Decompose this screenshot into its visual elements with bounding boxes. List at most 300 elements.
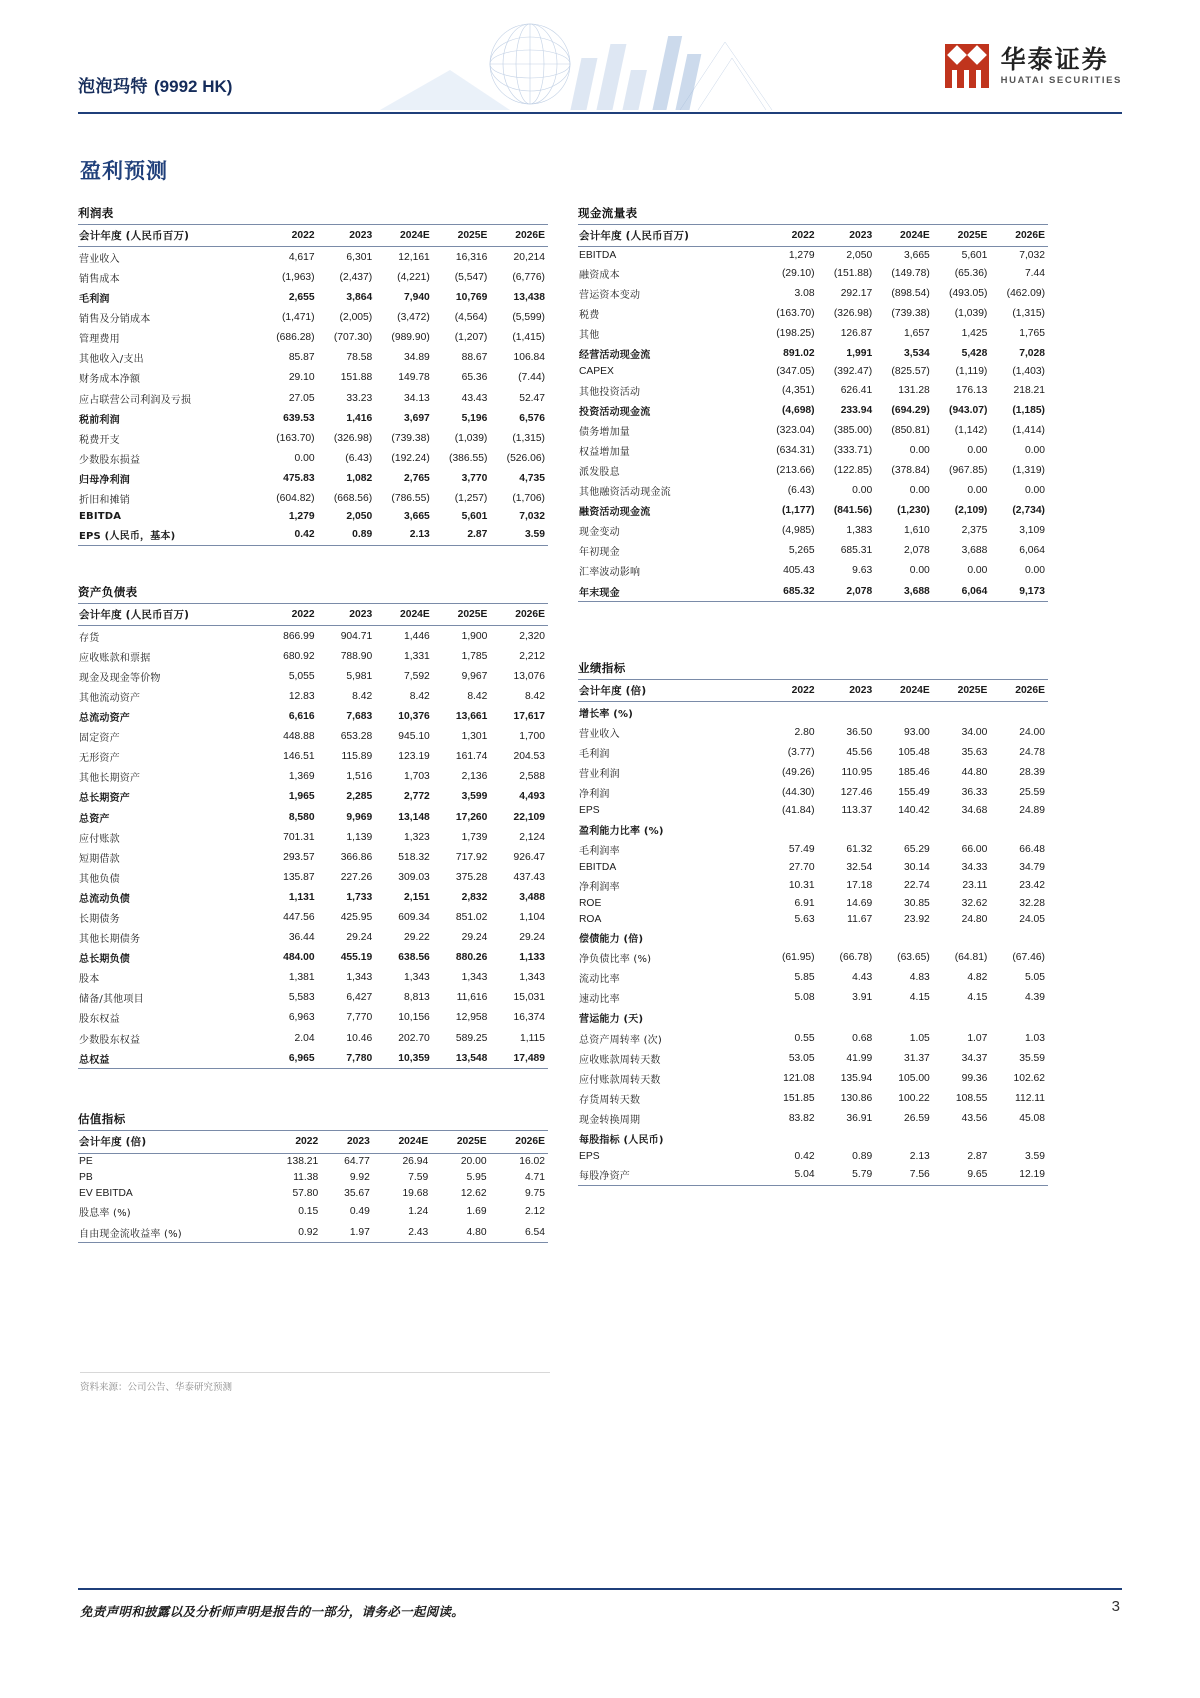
row-value: 45.56	[846, 747, 873, 759]
page-header	[0, 0, 1200, 120]
row-value: (989.90)	[391, 332, 430, 344]
column-header-label: 会计年度 (倍)	[78, 1131, 260, 1153]
table-row	[78, 1028, 548, 1048]
table-block-income-statement	[78, 205, 548, 546]
row-value: (634.31)	[776, 444, 815, 456]
row-value: 12.62	[460, 1188, 487, 1200]
row-value: 93.00	[904, 727, 930, 739]
row-value: 1,739	[461, 831, 488, 843]
table-row	[578, 911, 1048, 927]
row-value: (392.47)	[833, 366, 873, 378]
table-row	[78, 1186, 548, 1202]
table-row	[78, 988, 548, 1008]
row-value: 140.42	[898, 805, 930, 817]
row-value: 1,991	[846, 348, 873, 360]
row-value: (1,039)	[454, 432, 488, 444]
right-column	[578, 205, 1048, 1212]
row-value: 8,813	[404, 992, 430, 1004]
row-label: 其他流动资产	[79, 692, 141, 704]
row-value: 1,785	[461, 650, 488, 662]
column-header-year: 2025E	[933, 680, 991, 702]
row-value	[760, 819, 818, 839]
row-value: 6,301	[346, 251, 373, 263]
row-value: 2.43	[373, 1222, 431, 1243]
column-header-year: 2026E	[490, 225, 548, 247]
row-value: 1,082	[346, 472, 373, 484]
row-value: 7,780	[318, 1048, 376, 1069]
row-value: (1,230)	[897, 505, 930, 517]
row-value: 1,700	[519, 731, 545, 743]
table-row	[78, 928, 548, 948]
row-value	[818, 1008, 876, 1028]
row-value: (7.44)	[518, 372, 545, 384]
table-row	[578, 1088, 1048, 1108]
brand-logo	[945, 44, 1122, 88]
row-value: 455.19	[340, 952, 373, 964]
table-header-row	[578, 680, 1048, 702]
row-value: 127.46	[840, 787, 873, 799]
row-value: 2,285	[346, 791, 373, 803]
row-value	[875, 819, 933, 839]
row-value: 218.21	[1013, 384, 1045, 396]
row-value: 1,425	[961, 328, 988, 340]
row-value: (66.78)	[839, 952, 873, 964]
row-label: 应收账款和票据	[79, 652, 151, 664]
row-value: 34.00	[961, 727, 988, 739]
row-label: 净利润率	[579, 881, 620, 893]
row-value: 6,963	[288, 1012, 315, 1024]
row-label: 营业利润	[579, 769, 620, 781]
row-value: (6.43)	[787, 485, 815, 497]
row-value: 19.68	[402, 1188, 429, 1200]
row-label: 每股指标 (人民币)	[579, 1135, 664, 1147]
row-label: 总流动负债	[79, 893, 130, 905]
row-value: (1,039)	[954, 308, 988, 320]
row-value	[875, 1129, 933, 1149]
table-row	[578, 763, 1048, 783]
row-value: (1,315)	[512, 432, 545, 444]
row-value: 1,279	[288, 511, 315, 523]
row-value: (1,119)	[955, 366, 988, 378]
row-value: (1,415)	[512, 332, 545, 344]
row-label: ROE	[579, 897, 602, 909]
row-value: 405.43	[783, 565, 815, 577]
row-value: 5.85	[794, 972, 815, 984]
huatai-logo-icon	[945, 44, 989, 88]
row-value: (333.71)	[833, 444, 873, 456]
row-value: (326.98)	[333, 432, 373, 444]
row-value: 57.49	[788, 843, 815, 855]
row-value: 309.03	[398, 871, 430, 883]
row-value: 609.34	[398, 912, 430, 924]
row-value: 293.57	[283, 851, 315, 863]
row-value: 41.99	[846, 1052, 873, 1064]
row-value: (149.78)	[891, 268, 930, 280]
row-value: 4.39	[1024, 992, 1045, 1004]
row-value: 36.50	[846, 727, 873, 739]
row-value: 11.67	[847, 914, 873, 926]
row-value: 27.05	[288, 392, 315, 404]
row-value: 7,770	[346, 1012, 373, 1024]
row-value: 11.38	[293, 1172, 319, 1184]
row-value: 1,446	[404, 630, 430, 642]
row-value: (3.77)	[787, 747, 815, 759]
row-value: 851.02	[455, 912, 488, 924]
row-value: 34.37	[961, 1052, 988, 1064]
row-value: 5,428	[961, 348, 988, 360]
table-row	[578, 263, 1048, 283]
row-value: 7,032	[1019, 249, 1045, 261]
row-value: 4,493	[519, 791, 545, 803]
column-header-label: 会计年度 (人民币百万)	[78, 225, 260, 247]
row-value: 2,772	[404, 791, 430, 803]
row-value: (1,142)	[954, 424, 988, 436]
row-value: 31.37	[904, 1052, 930, 1064]
table-row	[578, 875, 1048, 895]
row-value: (786.55)	[391, 493, 430, 505]
row-value: (192.24)	[391, 452, 430, 464]
row-value: 9,969	[346, 811, 373, 823]
row-label: 毛利润	[79, 294, 110, 306]
row-value: 10,376	[398, 711, 430, 723]
row-value: 5.05	[1024, 972, 1045, 984]
row-label: EPS	[579, 1151, 600, 1163]
table-block-cash-flow-statement	[578, 205, 1048, 602]
row-value: 375.28	[455, 871, 488, 883]
footer-divider	[78, 1588, 1122, 1590]
row-value: 66.48	[1019, 843, 1045, 855]
row-value: 1,369	[288, 771, 315, 783]
row-value: 45.08	[1019, 1112, 1045, 1124]
row-label: 现金及现金等价物	[79, 672, 161, 684]
row-label: 投资活动现金流	[579, 406, 651, 418]
row-label: 少数股东损益	[79, 454, 141, 466]
row-value: 227.26	[340, 871, 373, 883]
row-value: (151.88)	[833, 268, 873, 280]
row-value: 0.42	[794, 1151, 815, 1163]
table-row	[78, 509, 548, 525]
row-value: (1,471)	[281, 312, 315, 324]
table-row	[578, 948, 1048, 968]
row-value: 34.68	[961, 805, 988, 817]
table-caption: 现金流量表	[578, 206, 638, 220]
column-header-year: 2023	[818, 225, 876, 247]
row-value: 121.08	[783, 1072, 815, 1084]
table-row	[578, 247, 1048, 264]
row-value: 2.13	[909, 1151, 930, 1163]
row-value: 151.85	[783, 1092, 815, 1104]
row-label: EV EBITDA	[79, 1188, 133, 1200]
row-value: 3,665	[404, 511, 430, 523]
row-value: 131.28	[898, 384, 930, 396]
row-value: (526.06)	[506, 452, 545, 464]
row-value: 14.69	[846, 897, 873, 909]
column-header-year: 2026E	[490, 603, 548, 625]
row-value: 12.83	[288, 690, 315, 702]
row-value: 13,148	[398, 811, 430, 823]
row-label: 税费	[579, 310, 600, 322]
row-value: 1,733	[346, 891, 373, 903]
table-row	[578, 928, 1048, 948]
row-value	[818, 928, 876, 948]
table-row	[78, 308, 548, 328]
row-value: 36.44	[288, 932, 315, 944]
row-value: 30.14	[904, 861, 930, 873]
column-header-year: 2022	[260, 225, 318, 247]
row-value: 9.92	[349, 1172, 370, 1184]
row-value: 26.59	[904, 1112, 930, 1124]
row-value: 717.92	[455, 851, 488, 863]
footer-disclaimer: 免责声明和披露以及分析师声明是报告的一部分，请务必一起阅读。	[80, 1604, 465, 1619]
row-value: 4.43	[852, 972, 873, 984]
table-row	[578, 803, 1048, 819]
header-decoration-graphic	[380, 18, 860, 110]
row-value: 10.31	[788, 879, 815, 891]
row-value: 13,438	[513, 292, 545, 304]
row-value	[990, 928, 1048, 948]
row-value: 135.94	[840, 1072, 873, 1084]
left-column	[78, 205, 548, 1269]
column-header-year: 2024E	[373, 1131, 431, 1153]
row-value: 13,548	[433, 1048, 491, 1069]
row-value: 8.42	[409, 690, 430, 702]
row-value: 0.00	[909, 565, 930, 577]
row-value: 106.84	[513, 352, 545, 364]
row-value: 6,064	[933, 581, 991, 602]
row-value: 7,683	[346, 711, 373, 723]
row-label: 应付账款周转天数	[579, 1074, 661, 1086]
row-value: 7,592	[404, 670, 430, 682]
row-label: EBITDA	[79, 511, 122, 523]
row-label: 营业收入	[79, 253, 120, 265]
row-value: 0.92	[260, 1222, 321, 1243]
row-value: 1,765	[1019, 328, 1045, 340]
row-value: 0.49	[349, 1206, 370, 1218]
table-block-balance-sheet	[78, 584, 548, 1069]
row-value: (29.10)	[781, 268, 815, 280]
row-value: 204.53	[513, 751, 545, 763]
row-label: PB	[79, 1172, 93, 1184]
row-label: 净负债比率 (%)	[579, 954, 652, 966]
column-header-label: 会计年度 (人民币百万)	[578, 225, 760, 247]
row-value: 3,697	[404, 412, 430, 424]
row-label: ROA	[579, 914, 602, 926]
row-label: 股东权益	[79, 1014, 120, 1026]
table-row	[578, 743, 1048, 763]
table-row	[578, 988, 1048, 1008]
table-row	[78, 867, 548, 887]
table-row	[78, 1170, 548, 1186]
table-row	[78, 968, 548, 988]
brand-name-cn: 华泰证券	[1000, 45, 1109, 75]
row-value: 9.75	[524, 1188, 545, 1200]
row-value: 233.94	[840, 404, 873, 416]
row-value: 115.89	[341, 751, 373, 763]
row-label: CAPEX	[579, 366, 614, 378]
row-label: 应占联营公司利润及亏损	[79, 394, 192, 406]
row-value: (668.56)	[333, 493, 373, 505]
row-value: 4,735	[519, 472, 545, 484]
row-value: 2,078	[818, 581, 876, 602]
table-row	[78, 428, 548, 448]
row-label: 自由现金流收益率 (%)	[78, 1222, 260, 1243]
row-value: (163.70)	[276, 432, 315, 444]
table-row	[78, 388, 548, 408]
row-value: (4,564)	[454, 312, 488, 324]
row-value: 20,214	[513, 251, 545, 263]
table-caption: 利润表	[78, 206, 114, 220]
table-row	[578, 581, 1048, 602]
logo-bars	[945, 68, 989, 88]
row-value: 105.48	[898, 747, 930, 759]
table-row	[78, 646, 548, 666]
row-value: 2,124	[519, 831, 545, 843]
row-label: 少数股东权益	[79, 1034, 141, 1046]
row-value: 130.86	[840, 1092, 873, 1104]
row-value: (686.28)	[276, 332, 315, 344]
row-value: 7.56	[875, 1165, 933, 1186]
column-header-year: 2023	[318, 225, 376, 247]
row-value: 34.79	[1019, 861, 1045, 873]
column-header-year: 2026E	[490, 1131, 548, 1153]
row-value: 16,374	[513, 1012, 545, 1024]
row-value: 1.05	[909, 1032, 930, 1044]
row-label: 管理费用	[79, 334, 120, 346]
row-value: 2,212	[519, 650, 545, 662]
row-value	[875, 928, 933, 948]
row-value: (386.55)	[449, 452, 488, 464]
row-value: (63.65)	[897, 952, 930, 964]
row-value: 292.17	[840, 288, 873, 300]
row-value: 6,064	[1019, 545, 1045, 557]
row-value: 20.00	[460, 1156, 487, 1168]
column-header-year: 2022	[760, 680, 818, 702]
table-row	[78, 288, 548, 308]
row-value	[760, 1008, 818, 1028]
row-value: 1.69	[466, 1206, 487, 1218]
row-label: PE	[79, 1156, 93, 1168]
row-value: 35.67	[344, 1188, 370, 1200]
table-row	[78, 847, 548, 867]
row-value: 5,055	[288, 670, 315, 682]
row-value: (2,734)	[1012, 505, 1045, 517]
table-row	[578, 1008, 1048, 1028]
row-value: 4.80	[431, 1222, 489, 1243]
row-value: 6.91	[794, 897, 815, 909]
row-value: 1,115	[519, 1032, 545, 1044]
row-value: 5,601	[461, 511, 488, 523]
row-value: 105.00	[898, 1072, 930, 1084]
row-value: 29.10	[288, 372, 315, 384]
row-label: 销售及分销成本	[79, 314, 151, 326]
table-row	[578, 895, 1048, 911]
row-value: 1,965	[288, 791, 315, 803]
row-value: (41.84)	[781, 805, 815, 817]
row-label: EPS (人民币，基本)	[78, 525, 260, 546]
row-value: 9,967	[461, 670, 488, 682]
row-value: (1,185)	[1012, 404, 1045, 416]
row-value: 29.24	[346, 932, 373, 944]
row-value: 138.21	[286, 1156, 319, 1168]
row-value: 112.11	[1015, 1092, 1045, 1104]
table-row	[578, 723, 1048, 743]
row-value: (1,319)	[1012, 464, 1045, 476]
table-row	[78, 887, 548, 907]
row-label: 其他投资活动	[579, 386, 641, 398]
row-value: 202.70	[398, 1032, 430, 1044]
column-header-year: 2024E	[375, 225, 433, 247]
table-row	[578, 324, 1048, 344]
page-title: 盈利预测	[80, 159, 168, 183]
row-value	[818, 1129, 876, 1149]
row-value: 4.15	[967, 992, 988, 1004]
table-row	[578, 380, 1048, 400]
row-value: (1,177)	[781, 505, 815, 517]
row-value: 2,765	[404, 472, 430, 484]
row-value: (1,706)	[512, 493, 545, 505]
row-label: 储备/其他项目	[79, 994, 144, 1006]
row-value: 1,703	[404, 771, 430, 783]
table-header-row	[78, 603, 548, 625]
row-value: 10,359	[375, 1048, 433, 1069]
table-row	[578, 1048, 1048, 1068]
column-header-year: 2026E	[990, 225, 1048, 247]
row-value	[818, 819, 876, 839]
row-value: 2,151	[404, 891, 430, 903]
row-value: 7,028	[1019, 348, 1045, 360]
row-value: 685.31	[840, 545, 873, 557]
table-row	[578, 460, 1048, 480]
row-value: (1,963)	[281, 272, 315, 284]
row-value: 680.92	[283, 650, 315, 662]
row-value: (378.84)	[891, 464, 930, 476]
row-label: 其他长期资产	[79, 773, 141, 785]
table-row	[78, 267, 548, 287]
table-row	[578, 344, 1048, 364]
row-value: 0.00	[909, 485, 930, 497]
table-row	[78, 827, 548, 847]
company-ticker-line	[78, 72, 232, 97]
row-value: 4,617	[288, 251, 315, 263]
row-value: 7.59	[408, 1172, 429, 1184]
row-value: 0.00	[967, 485, 988, 497]
row-value: (213.66)	[776, 464, 815, 476]
row-label: 盈利能力比率 (%)	[579, 825, 664, 837]
row-value: 32.54	[846, 861, 873, 873]
row-value: 110.95	[841, 767, 873, 779]
row-value: 11,616	[456, 992, 488, 1004]
row-label: 折旧和摊销	[79, 495, 130, 507]
row-value: 638.56	[398, 952, 430, 964]
row-value	[875, 1008, 933, 1028]
row-value: 0.00	[909, 444, 930, 456]
row-value: 185.46	[898, 767, 930, 779]
row-value	[990, 1008, 1048, 1028]
row-value: 5,601	[961, 249, 988, 261]
row-value: 0.89	[852, 1151, 873, 1163]
table-row	[578, 783, 1048, 803]
row-label: 现金变动	[579, 527, 620, 539]
table-performance-metrics	[578, 679, 1048, 1186]
row-value: 123.19	[398, 751, 430, 763]
row-label: 年末现金	[578, 581, 760, 602]
row-value: 0.15	[298, 1206, 319, 1218]
row-value: 880.26	[455, 952, 488, 964]
row-value: 17,489	[490, 1048, 548, 1069]
row-label: 增长率 (%)	[579, 708, 634, 720]
row-label: 总资产周转率 (次)	[579, 1034, 662, 1046]
table-row	[78, 328, 548, 348]
